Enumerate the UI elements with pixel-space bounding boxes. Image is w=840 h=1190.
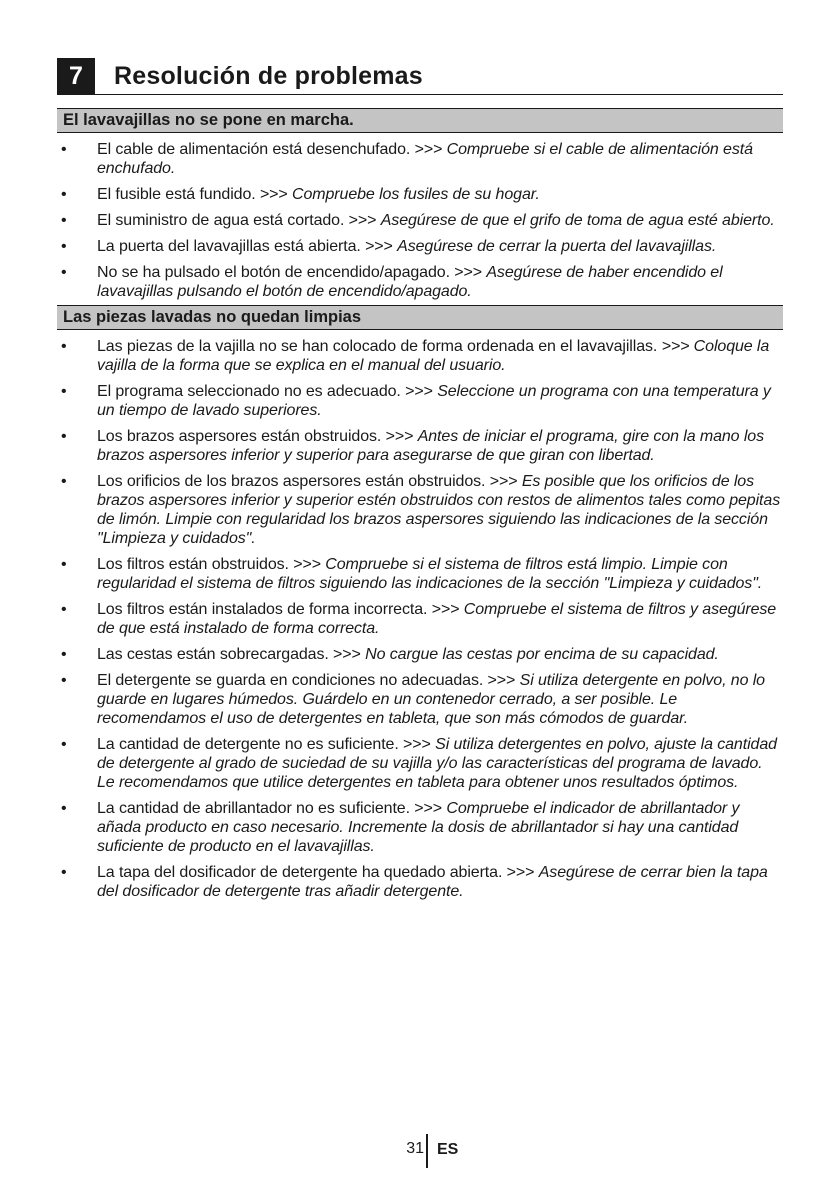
list-item (57, 263, 783, 301)
language-code: ES (437, 1141, 459, 1158)
page-content (57, 58, 783, 905)
list-item (57, 863, 783, 901)
problem-solution: Asegúrese de haber encendido el lavavajillas pulsando el botón de encendido/apagado. (97, 264, 723, 300)
bullet-icon: • (61, 383, 67, 400)
list-item (57, 600, 783, 638)
bullet-icon: • (61, 672, 67, 689)
list-item (57, 337, 783, 375)
page-footer (0, 1134, 840, 1168)
section-heading: El lavavajillas no se pone en marcha. (57, 108, 783, 133)
problem-solution: Es posible que los orificios de los brazos aspersores inferior y superior estén obstruidos con restos de alimentos tales como pepitas de limón. Limpie con regularidad los brazos aspersores siguiendo las indicaciones de la sección "Limpieza y cuidados". (97, 473, 781, 547)
bullet-icon: • (61, 646, 67, 663)
problem-cause: El fusible está fundido. >>> (97, 186, 293, 203)
list-item (57, 671, 783, 728)
bullet-icon: • (61, 864, 67, 881)
bullet-icon: • (61, 264, 67, 281)
problem-cause: La tapa del dosificador de detergente ha quedado abierta. >>> (97, 864, 539, 881)
list-item (57, 645, 783, 664)
problem-solution: Compruebe los fusiles de su hogar. (292, 186, 540, 203)
problem-cause: No se ha pulsado el botón de encendido/apagado. >>> (97, 264, 487, 281)
bullet-icon: • (61, 736, 67, 753)
list-item (57, 237, 783, 256)
problem-cause: La cantidad de abrillantador no es suficiente. >>> (97, 800, 447, 817)
list-item (57, 799, 783, 856)
problem-cause: El suministro de agua está cortado. >>> (97, 212, 381, 229)
problem-cause: Los filtros están obstruidos. >>> (97, 556, 326, 573)
problem-solution: Asegúrese de que el grifo de toma de agua esté abierto. (380, 212, 775, 229)
problem-cause: Los filtros están instalados de forma incorrecta. >>> (97, 601, 464, 618)
section-heading: Las piezas lavadas no quedan limpias (57, 305, 783, 330)
chapter-header (57, 58, 783, 95)
problem-list (57, 337, 783, 901)
problem-solution: No cargue las cestas por encima de su capacidad. (365, 646, 719, 663)
problem-cause: Las piezas de la vajilla no se han colocado de forma ordenada en el lavavajillas. (97, 338, 662, 355)
bullet-icon: • (61, 186, 67, 203)
list-item (57, 140, 783, 178)
problem-solution: Si utiliza detergente en polvo, no lo guarde en lugares húmedos. Guárdelo en un contenedor cerrado, a ser posible. Le recomendamos el uso de detergentes en tableta, que son más cómodos de guardar. (97, 672, 765, 727)
list-item (57, 735, 783, 792)
problem-solution: Si utiliza detergentes en polvo, ajuste la cantidad de detergente al grado de suciedad de su vajilla y/o las características del programa de lavado. Le recomendamos que utilice detergentes en tableta para obtener unos resultados óptimos. (97, 736, 777, 791)
problem-cause: El detergente se guarda en condiciones no adecuadas. >>> (97, 672, 520, 689)
footer-divider (426, 1134, 428, 1168)
problem-solution: Compruebe si el sistema de filtros está limpio. Limpie con regularidad el sistema de filtros siguiendo las indicaciones de la sección "Limpieza y cuidados". (97, 556, 763, 592)
problem-solution: Seleccione un programa con una temperatura y un tiempo de lavado superiores. (97, 383, 771, 419)
problem-cause: El cable de alimentación está desenchufado. >>> (97, 141, 447, 158)
list-item (57, 185, 783, 204)
list-item (57, 382, 783, 420)
problem-solution: Asegúrese de cerrar la puerta del lavavajillas. (397, 238, 717, 255)
bullet-icon: • (61, 556, 67, 573)
bullet-icon: • (61, 212, 67, 229)
chapter-title: Resolución de problemas (114, 61, 423, 90)
chapter-number: 7 (57, 58, 95, 94)
bullet-icon: • (61, 800, 67, 817)
problem-cause: El programa seleccionado no es adecuado. >>> (97, 383, 438, 400)
problem-cause: Los orificios de los brazos aspersores están obstruidos. >>> (97, 473, 522, 490)
problem-solution: Asegúrese de cerrar bien la tapa del dosificador de detergente tras añadir detergente. (97, 864, 768, 900)
bullet-icon: • (61, 238, 67, 255)
list-item (57, 211, 783, 230)
bullet-icon: • (61, 473, 67, 490)
list-item (57, 555, 783, 593)
problem-cause: Los brazos aspersores están obstruidos. >>> (97, 428, 418, 445)
problem-solution: Compruebe el sistema de filtros y asegúrese de que está instalado de forma correcta. (97, 601, 777, 637)
bullet-icon: • (61, 601, 67, 618)
bullet-icon: • (61, 141, 67, 158)
list-item (57, 427, 783, 465)
page-number: 31 (406, 1140, 424, 1157)
problem-solution: Antes de iniciar el programa, gire con la mano los brazos aspersores inferior y superior para asegurarse de que giran con libertad. (97, 428, 764, 464)
problem-cause: La cantidad de detergente no es suficiente. >>> (97, 736, 436, 753)
list-item (57, 472, 783, 548)
problem-solution: Compruebe el indicador de abrillantador y añada producto en caso necesario. Incremente la dosis de abrillantador si hay una cantidad suficiente de producto en el lavavajillas. (97, 800, 740, 855)
problem-solution: >>> Coloque la vajilla de la forma que se explica en el manual del usuario. (97, 338, 770, 374)
troubleshooting-sections (57, 108, 783, 901)
bullet-icon: • (61, 338, 67, 355)
problem-list (57, 140, 783, 301)
bullet-icon: • (61, 428, 67, 445)
problem-solution: Compruebe si el cable de alimentación está enchufado. (97, 141, 753, 177)
problem-cause: Las cestas están sobrecargadas. >>> (97, 646, 366, 663)
problem-cause: La puerta del lavavajillas está abierta. >>> (97, 238, 398, 255)
